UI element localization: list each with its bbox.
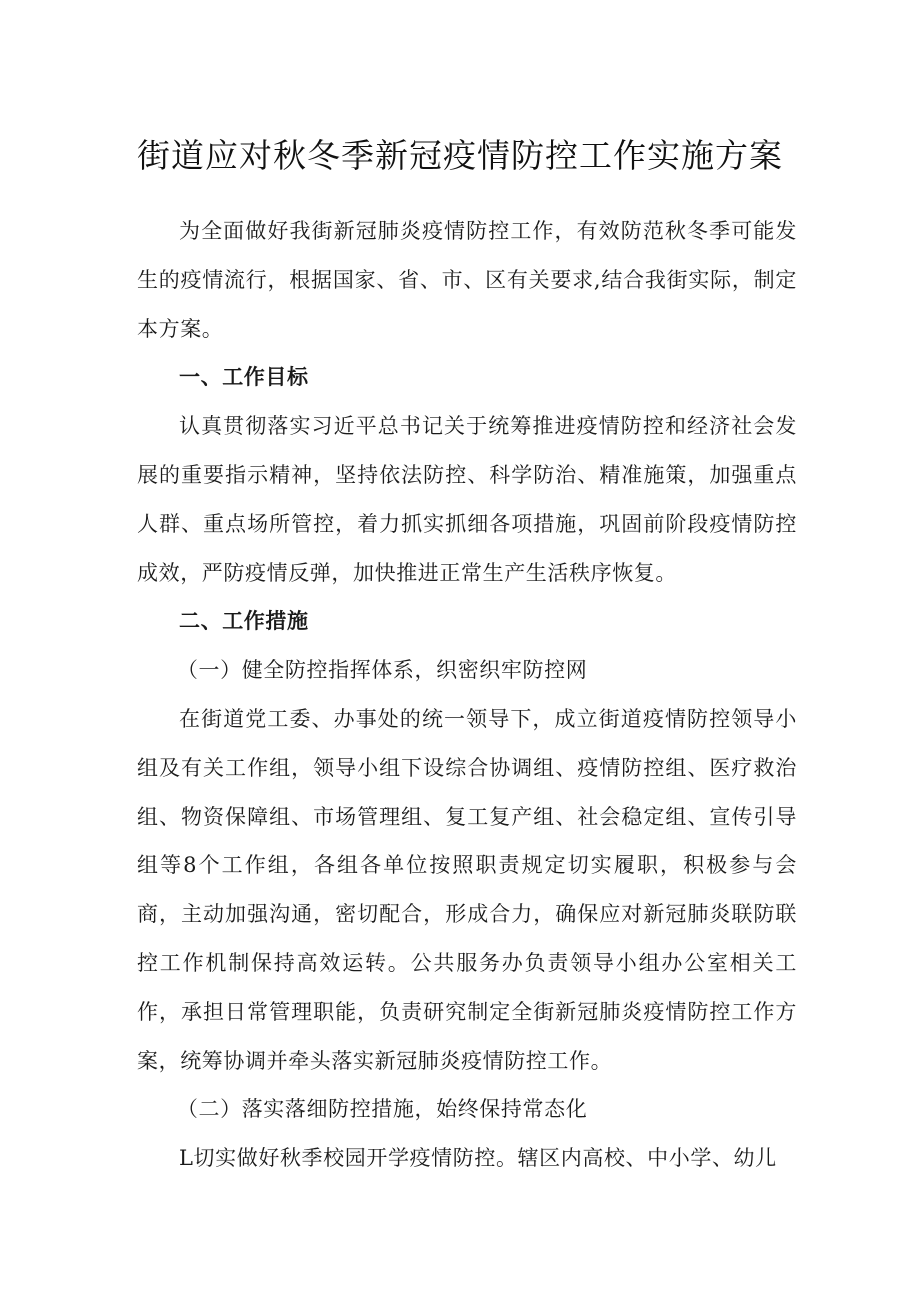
document-title: 街道应对秋冬季新冠疫情防控工作实施方案 bbox=[137, 136, 783, 175]
goals-paragraph: 认真贯彻落实习近平总书记关于统筹推进疫情防控和经济社会发展的重要指示精神，坚持依法防控、科学防治、精准施策，加强重点人群、重点场所管控，着力抓实抓细各项措施，巩固前阶段疫情防控成效，严防疫情反弹，加快推进正常生产生活秩序恢复。 bbox=[137, 414, 797, 585]
command-system-paragraph: 在街道党工委、办事处的统一领导下，成立街道疫情防控领导小组及有关工作组，领导小组下设综合协调组、疫情防控组、医疗救治组、物资保障组、市场管理组、复工复产组、社会稳定组、宣传引导组等8个工作组，各组各单位按照职责规定切实履职，积极参与会商，主动加强沟通，密切配合，形成合力，确保应对新冠肺炎联防联控工作机制保持高效运转。公共服务办负责领导小组办公室相关工作，承担日常管理职能，负责研究制定全街新冠肺炎疫情防控工作方案，统筹协调并牵头落实新冠肺炎疫情防控工作。 bbox=[137, 706, 797, 1073]
subsection-heading-command-system: （一）健全防控指挥体系，织密织牢防控网 bbox=[176, 658, 588, 683]
school-prevention-paragraph: L切实做好秋季校园开学疫情防控。辖区内高校、中小学、幼儿 bbox=[179, 1146, 777, 1171]
section-heading-goals: 一、工作目标 bbox=[179, 365, 309, 390]
section-heading-measures: 二、工作措施 bbox=[179, 609, 309, 634]
intro-paragraph: 为全面做好我街新冠肺炎疫情防控工作，有效防范秋冬季可能发生的疫情流行，根据国家、省、市、区有关要求,结合我街实际，制定本方案。 bbox=[137, 219, 797, 341]
document-body bbox=[137, 207, 797, 1183]
subsection-heading-prevention-measures: （二）落实落细防控措施，始终保持常态化 bbox=[176, 1097, 588, 1122]
